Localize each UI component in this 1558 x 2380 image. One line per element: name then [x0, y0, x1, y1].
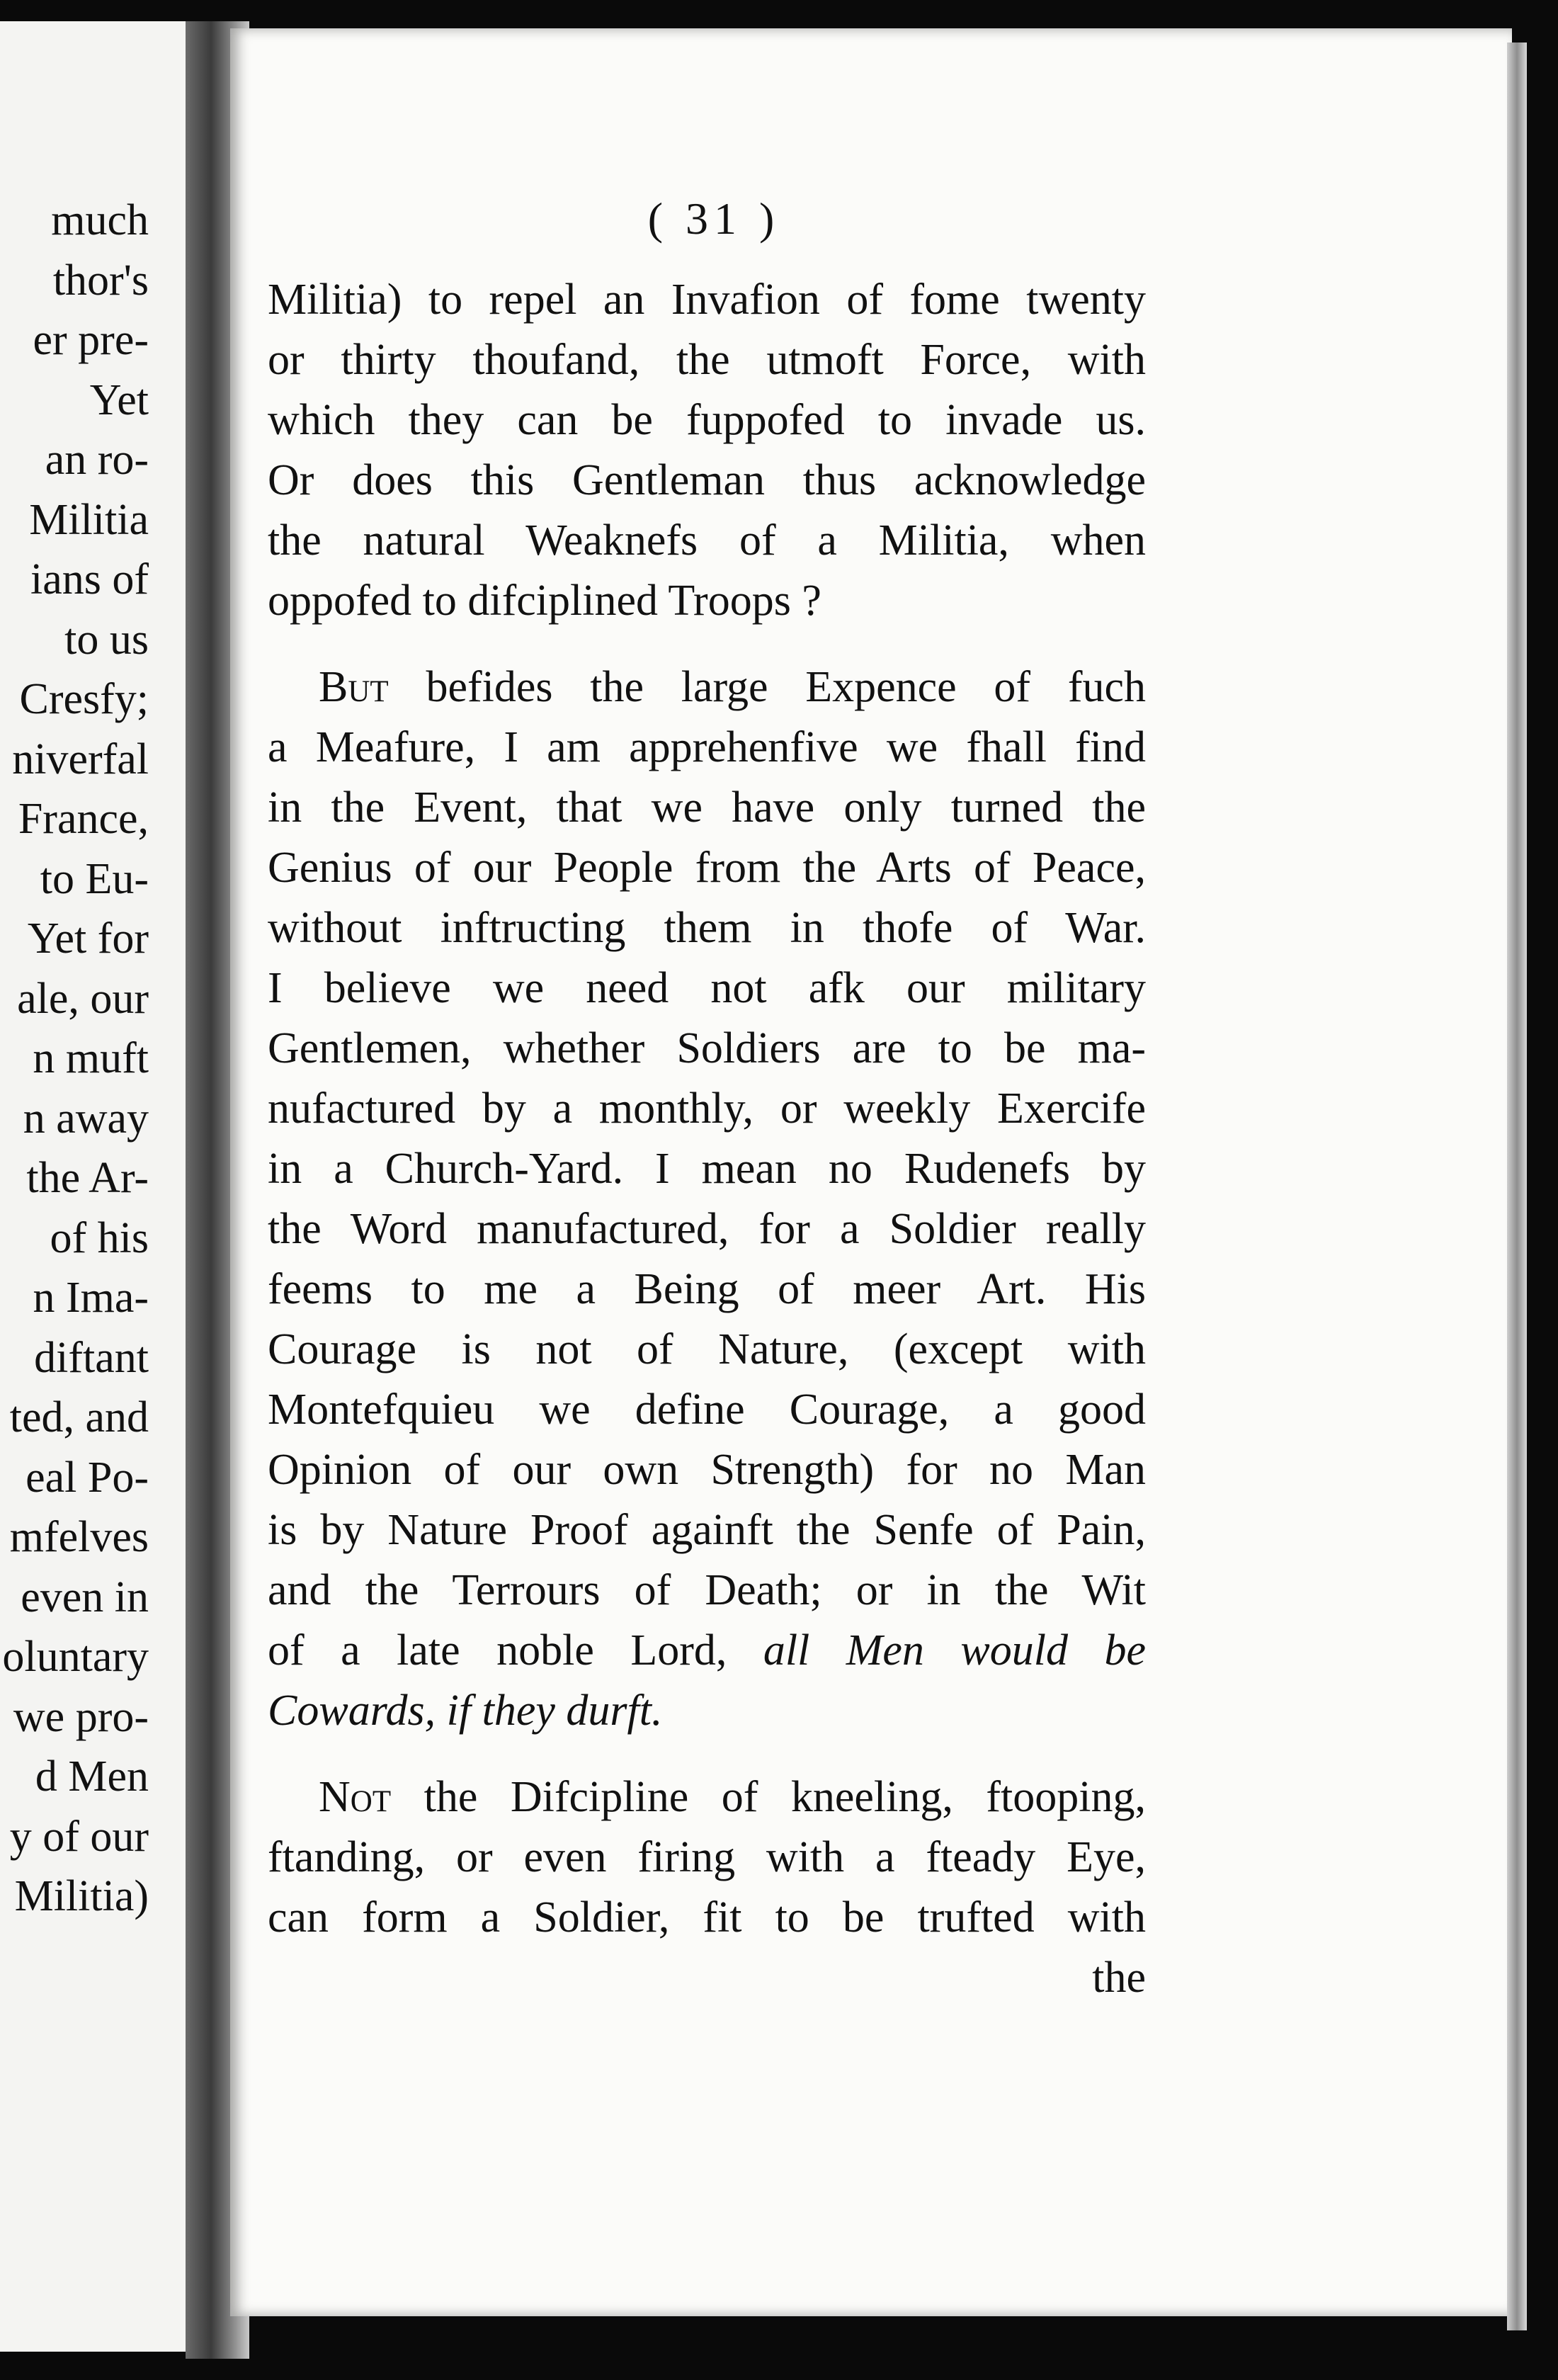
text-line: ftanding, or even firing with a fteady Eye,	[268, 1833, 1146, 1881]
left-page-line: er pre-	[33, 316, 149, 364]
left-page-line: thor's	[52, 256, 149, 305]
text-line: a Meafure, I am apprehenfive we fhall find	[268, 723, 1146, 771]
paragraph-first-line: Not the Difcipline of kneeling, ftooping,	[319, 1773, 1146, 1821]
text-line: or thirty thoufand, the utmoft Force, with	[268, 336, 1146, 384]
small-caps-lead: Not	[319, 1773, 392, 1821]
text-line: which they can be fuppofed to invade us.	[268, 396, 1146, 444]
left-page-line: d Men	[35, 1752, 149, 1801]
text-line: can form a Soldier, fit to be trufted with	[268, 1893, 1146, 1942]
left-page-line: France,	[18, 795, 149, 843]
catchword: the	[1092, 1954, 1146, 2002]
text-line: without inftructing them in thofe of War.	[268, 904, 1146, 952]
left-page-line: we pro-	[13, 1692, 149, 1741]
left-page-line: eal Po-	[25, 1453, 149, 1502]
text-line: nufactured by a monthly, or weekly Exercife	[268, 1084, 1146, 1133]
text-line: Opinion of our own Strength) for no Man	[268, 1446, 1146, 1494]
left-page-line: niverfal	[12, 735, 149, 783]
left-page-line: Yet	[89, 375, 149, 424]
text-line: Genius of our People from the Arts of Peace,	[268, 844, 1146, 892]
italic-quote: all Men would be	[763, 1626, 1146, 1674]
left-page-line: to us	[64, 615, 149, 664]
left-page-line: n muft	[33, 1034, 149, 1082]
text-line: is by Nature Proof againft the Senfe of Pain,	[268, 1506, 1146, 1554]
text-line: and the Terrours of Death; or in the Wit	[268, 1566, 1146, 1614]
left-page-line: Yet for	[27, 914, 149, 963]
left-page-line: ians of	[30, 555, 149, 604]
text-line: in the Event, that we have only turned the	[268, 783, 1146, 832]
page-edge	[1507, 42, 1527, 2330]
left-page-line: even in	[21, 1572, 149, 1621]
text-line: Or does this Gentleman thus acknowledge	[268, 456, 1146, 504]
text-line: in a Church-Yard. I mean no Rudenefs by	[268, 1145, 1146, 1193]
text-line: Courage is not of Nature, (except with	[268, 1325, 1146, 1373]
left-page-line: mfelves	[9, 1513, 149, 1561]
left-page-line: ale, our	[17, 974, 149, 1023]
left-page-line: y of our	[9, 1812, 149, 1861]
text-line: of a late noble Lord, all Men would be	[268, 1626, 1146, 1674]
left-page-line: much	[51, 196, 149, 244]
text-line: I believe we need not afk our military	[268, 964, 1146, 1012]
text-line: Militia) to repel an Invafion of fome twenty	[268, 276, 1146, 324]
left-page	[0, 21, 198, 2352]
text-line: oppofed to difciplined Troops ?	[268, 577, 821, 625]
italic-quote-end: Cowards, if they durft.	[268, 1687, 663, 1735]
left-page-line: the Ar-	[26, 1154, 149, 1202]
left-page-line: to Eu-	[40, 854, 149, 903]
text-line: Gentlemen, whether Soldiers are to be ma-	[268, 1024, 1146, 1072]
left-page-line: Militia	[29, 495, 149, 544]
text-line: the natural Weaknefs of a Militia, when	[268, 516, 1146, 565]
small-caps-lead: But	[319, 663, 389, 711]
text-line: Montefquieu we define Courage, a good	[268, 1386, 1146, 1434]
left-page-line: diftant	[34, 1333, 149, 1382]
left-page-line: Militia)	[14, 1872, 149, 1920]
page-number: ( 31 )	[647, 193, 780, 244]
left-page-line: ted, and	[9, 1393, 149, 1441]
text-line: feems to me a Being of meer Art. His	[268, 1265, 1146, 1313]
left-page-line: n away	[23, 1094, 149, 1143]
left-page-line: Cresfy;	[19, 675, 149, 723]
left-page-line: oluntary	[2, 1633, 149, 1681]
paragraph-first-line: But befides the large Expence of fuch	[319, 663, 1146, 711]
left-page-line: of his	[50, 1213, 149, 1262]
text-line: the Word manufactured, for a Soldier really	[268, 1205, 1146, 1253]
left-page-line: an ro-	[45, 436, 149, 484]
left-page-line: n Ima-	[33, 1274, 149, 1322]
